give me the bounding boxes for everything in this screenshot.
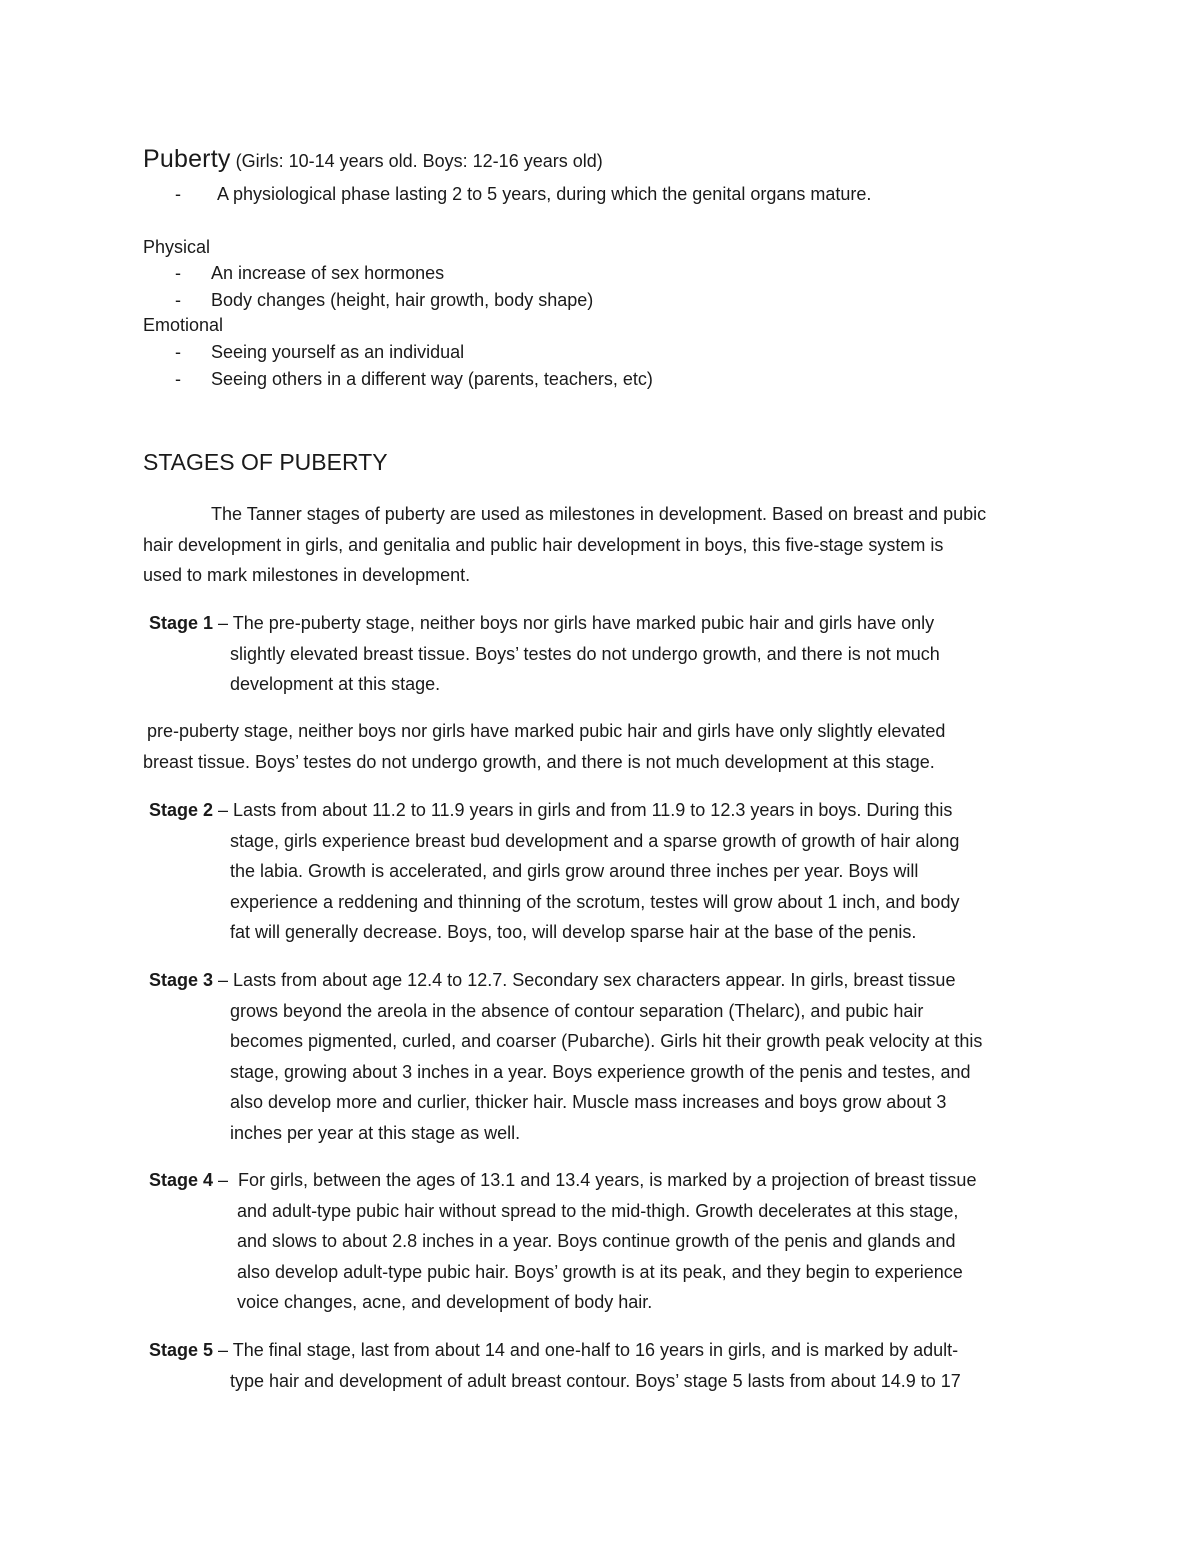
emotional-item: Seeing others in a different way (parents, teachers, etc) [211,369,653,389]
stage-label: Stage 5 [149,1340,214,1360]
stage-text: grows beyond the areola in the absence of contour separation (Thelarc), and pubic hair [230,1000,924,1021]
stage-4 [149,1165,976,1318]
bullet-dash: - [175,369,181,389]
intro-line: hair development in girls, and genitalia and public hair development in boys, this five-stage system is [143,534,944,555]
stage-text: and slows to about 2.8 inches in a year. Boys continue growth of the penis and glands and [237,1231,956,1251]
stage-text: type hair and development of adult breast contour. Boys’ stage 5 lasts from about 14.9 to 17 [230,1370,961,1391]
stage-separator: – [213,800,234,820]
stage-text: For girls, between the ages of 13.1 and 13.4 years, is marked by a projection of breast tissue [238,1170,977,1190]
stage-2 [149,795,959,948]
title-age-note: (Girls: 10-14 years old. Boys: 12-16 years old) [235,151,603,171]
stage-text: The final stage, last from about 14 and one-half to 16 years in girls, and is marked by adult- [232,1340,959,1360]
physical-label: Physical [143,237,211,257]
stage-text: fat will generally decrease. Boys, too, will develop sparse hair at the base of the penis. [230,922,917,942]
stage-text: becomes pigmented, curled, and coarser (Pubarche). Girls hit their growth peak velocity at this [230,1031,983,1051]
stage-separator: – [213,970,234,990]
intro-line: The Tanner stages of puberty are used as milestones in development. Based on breast and pubic [211,504,987,524]
bullet-dash: - [175,342,181,362]
intro-paragraph [143,499,1083,591]
physical-item: Body changes (height, hair growth, body shape) [211,290,594,310]
stage-text: Lasts from about 11.2 to 11.9 years in girls and from 11.9 to 12.3 years in boys. During this [233,800,953,820]
stage-1 [149,608,940,700]
stage-text: Lasts from about age 12.4 to 12.7. Secondary sex characters appear. In girls, breast tissue [233,970,956,990]
page-title [143,145,603,174]
repeat-line: pre-puberty stage, neither boys nor girls have marked pubic hair and girls have only slightly elevated [147,721,946,741]
definition-text: A physiological phase lasting 2 to 5 years, during which the genital organs mature. [217,184,872,204]
emotional-item: Seeing yourself as an individual [211,342,465,362]
stage-3 [149,965,982,1148]
stage-label: Stage 1 [149,613,214,633]
stage-label: Stage 3 [149,970,214,990]
stage-separator: – [213,1340,233,1360]
stage-separator: – [213,1170,239,1190]
bullet-dash: - [175,184,181,204]
stage-separator: – [213,613,233,633]
stage-label: Stage 4 [149,1170,214,1190]
stage-text: inches per year at this stage as well. [230,1122,521,1143]
emotional-label: Emotional [143,315,224,335]
physical-item: An increase of sex hormones [211,263,445,283]
bullet-dash: - [175,290,181,310]
stage-text: and adult-type pubic hair without spread to the mid-thigh. Growth decelerates at this stage, [237,1200,959,1221]
stage-text: The pre-puberty stage, neither boys nor girls have marked pubic hair and girls have only [232,613,935,633]
stage-5 [149,1335,961,1396]
bullet-dash: - [175,263,181,283]
title-main: Puberty [143,145,231,173]
stage-label: Stage 2 [149,800,214,820]
repeat-line: breast tissue. Boys’ testes do not undergo growth, and there is not much development at this stage. [143,751,935,772]
stage-text: experience a reddening and thinning of the scrotum, testes will grow about 1 inch, and body [230,891,960,912]
section-heading: STAGES OF PUBERTY [143,449,388,475]
stage-text: stage, girls experience breast bud development and a sparse growth of growth of hair along [230,830,960,851]
stage-text: voice changes, acne, and development of body hair. [237,1292,653,1312]
stage-text: stage, growing about 3 inches in a year. Boys experience growth of the penis and testes, and [230,1061,971,1082]
stage-text: development at this stage. [230,674,441,694]
stage-text: also develop more and curlier, thicker hair. Muscle mass increases and boys grow about 3 [230,1092,947,1112]
stage-text: also develop adult-type pubic hair. Boys’ growth is at its peak, and they begin to experience [237,1261,963,1282]
repeated-paragraph [143,716,1103,777]
stage-text: slightly elevated breast tissue. Boys’ testes do not undergo growth, and there is not much [230,643,940,664]
intro-line: used to mark milestones in development. [143,565,471,585]
stage-text: the labia. Growth is accelerated, and girls grow around three inches per year. Boys will [230,861,919,881]
